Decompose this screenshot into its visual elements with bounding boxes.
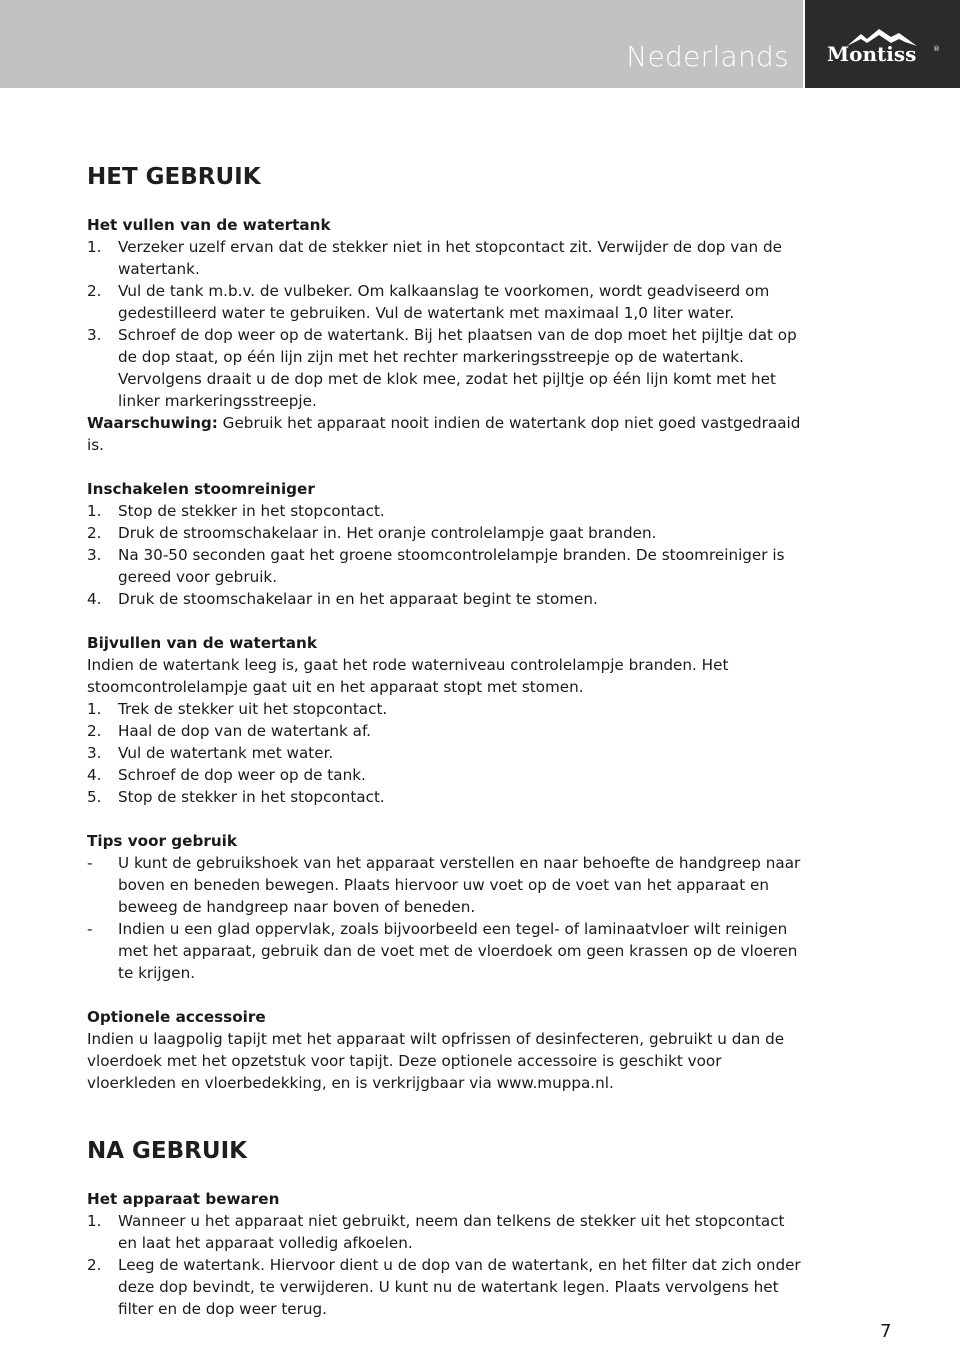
section-title-het-gebruik: HET GEBRUIK <box>87 164 261 190</box>
section-storage <box>87 1188 807 1320</box>
subheading-filling: Het vullen van de watertank <box>87 216 331 234</box>
section-refill <box>87 632 807 808</box>
list-text: Na 30-50 seconden gaat het groene stoomcontrolelampje branden. De stoomreiniger is gereed voor gebruik. <box>118 546 785 586</box>
section-tips <box>87 830 807 984</box>
brand-name: Montiss <box>827 42 917 66</box>
list-number: 2. <box>87 1256 102 1274</box>
warning-label: Waarschuwing: <box>87 414 218 432</box>
list-number: 2. <box>87 524 102 542</box>
list-text: Vul de watertank met water. <box>118 744 334 762</box>
list-text: Stop de stekker in het stopcontact. <box>118 502 385 520</box>
list-item <box>87 720 807 742</box>
list-item <box>87 588 807 610</box>
list-text: Druk de stroomschakelaar in. Het oranje controlelampje gaat branden. <box>118 524 657 542</box>
list-text: Vul de tank m.b.v. de vulbeker. Om kalkaanslag te voorkomen, wordt geadviseerd om gedestilleerd water te gebruiken. Vul de watertank met maximaal 1,0 liter water. <box>118 282 770 322</box>
list-item <box>87 764 807 786</box>
list-item <box>87 918 807 984</box>
subheading-tips: Tips voor gebruik <box>87 832 237 850</box>
header-bar <box>0 0 803 88</box>
list-item <box>87 522 807 544</box>
list-bullet: - <box>87 920 93 938</box>
brand-logo <box>805 0 960 88</box>
list-number: 3. <box>87 744 102 762</box>
list-text: Indien u een glad oppervlak, zoals bijvoorbeeld een tegel- of laminaatvloer wilt reinigen met het apparaat, gebruik dan de voet met de vloerdoek om geen krassen op de vloeren te krijgen. <box>118 920 798 982</box>
list-number: 4. <box>87 590 102 608</box>
optional-text: Indien u laagpolig tapijt met het apparaat wilt opfrissen of desinfecteren, gebruikt u dan de vloerdoek met het opzetstuk voor tapijt. Deze optionele accessoire is geschikt voor vloerkleden en vloerbedekking, en is verkrijgbaar via www.muppa.nl. <box>87 1030 785 1092</box>
list-text: Stop de stekker in het stopcontact. <box>118 788 385 806</box>
list-number: 4. <box>87 766 102 784</box>
list-text: Wanneer u het apparaat niet gebruikt, neem dan telkens de stekker uit het stopcontact en laat het apparaat volledig afkoelen. <box>118 1212 785 1252</box>
list-number: 3. <box>87 326 102 344</box>
list-text: Haal de dop van de watertank af. <box>118 722 372 740</box>
list-text: Schroef de dop weer op de watertank. Bij het plaatsen van de dop moet het pijltje dat op de dop staat, op één lijn zijn met het rechter markeringsstreepje op de watertank. Vervolgens draait u de dop met de klok mee, zodat het pijltje op één lijn komt met het linker markeringsstreepje. <box>118 326 797 410</box>
list-item <box>87 1210 807 1254</box>
subheading-switch-on: Inschakelen stoomreiniger <box>87 480 315 498</box>
header-language: Nederlands <box>626 40 789 73</box>
section-filling <box>87 214 807 456</box>
subheading-storage: Het apparaat bewaren <box>87 1190 280 1208</box>
page-number: 7 <box>880 1321 892 1342</box>
list-item <box>87 742 807 764</box>
subheading-refill: Bijvullen van de watertank <box>87 634 317 652</box>
warning-paragraph <box>87 412 807 456</box>
list-number: 2. <box>87 282 102 300</box>
list-text: Verzeker uzelf ervan dat de stekker niet in het stopcontact zit. Verwijder de dop van de watertank. <box>118 238 782 278</box>
section-optional <box>87 1006 807 1094</box>
registered-mark: ® <box>933 45 940 53</box>
list-number: 1. <box>87 238 102 256</box>
list-number: 3. <box>87 546 102 564</box>
warning-text: Gebruik het apparaat nooit indien de watertank dop niet goed vastgedraaid is. <box>87 414 801 454</box>
refill-intro: Indien de watertank leeg is, gaat het rode waterniveau controlelampje branden. Het stoomcontrolelampje gaat uit en het apparaat stopt met stomen. <box>87 656 729 696</box>
subheading-optional: Optionele accessoire <box>87 1008 266 1026</box>
list-text: Schroef de dop weer op de tank. <box>118 766 366 784</box>
list-number: 1. <box>87 502 102 520</box>
section-title-na-gebruik: NA GEBRUIK <box>87 1138 247 1164</box>
list-text: Trek de stekker uit het stopcontact. <box>118 700 388 718</box>
list-text: Leeg de watertank. Hiervoor dient u de dop van de watertank, en het filter dat zich onder deze dop bevindt, te verwijderen. U kunt nu de watertank legen. Plaats vervolgens het filter en de dop weer terug. <box>118 1256 801 1318</box>
list-bullet: - <box>87 854 93 872</box>
list-item <box>87 236 807 280</box>
list-item <box>87 852 807 918</box>
list-number: 2. <box>87 722 102 740</box>
section-switch-on <box>87 478 807 610</box>
list-text: U kunt de gebruikshoek van het apparaat verstellen en naar behoefte de handgreep naar boven en beneden bewegen. Plaats hiervoor uw voet op de voet van het apparaat en beweeg de handgreep naar boven of beneden. <box>118 854 801 916</box>
list-item <box>87 698 807 720</box>
list-item <box>87 324 807 412</box>
list-item <box>87 280 807 324</box>
manual-content <box>87 162 807 1342</box>
list-number: 1. <box>87 1212 102 1230</box>
list-item <box>87 786 807 808</box>
list-number: 5. <box>87 788 102 806</box>
list-item <box>87 500 807 522</box>
list-item <box>87 1254 807 1320</box>
list-text: Druk de stoomschakelaar in en het apparaat begint te stomen. <box>118 590 598 608</box>
list-item <box>87 544 807 588</box>
list-number: 1. <box>87 700 102 718</box>
